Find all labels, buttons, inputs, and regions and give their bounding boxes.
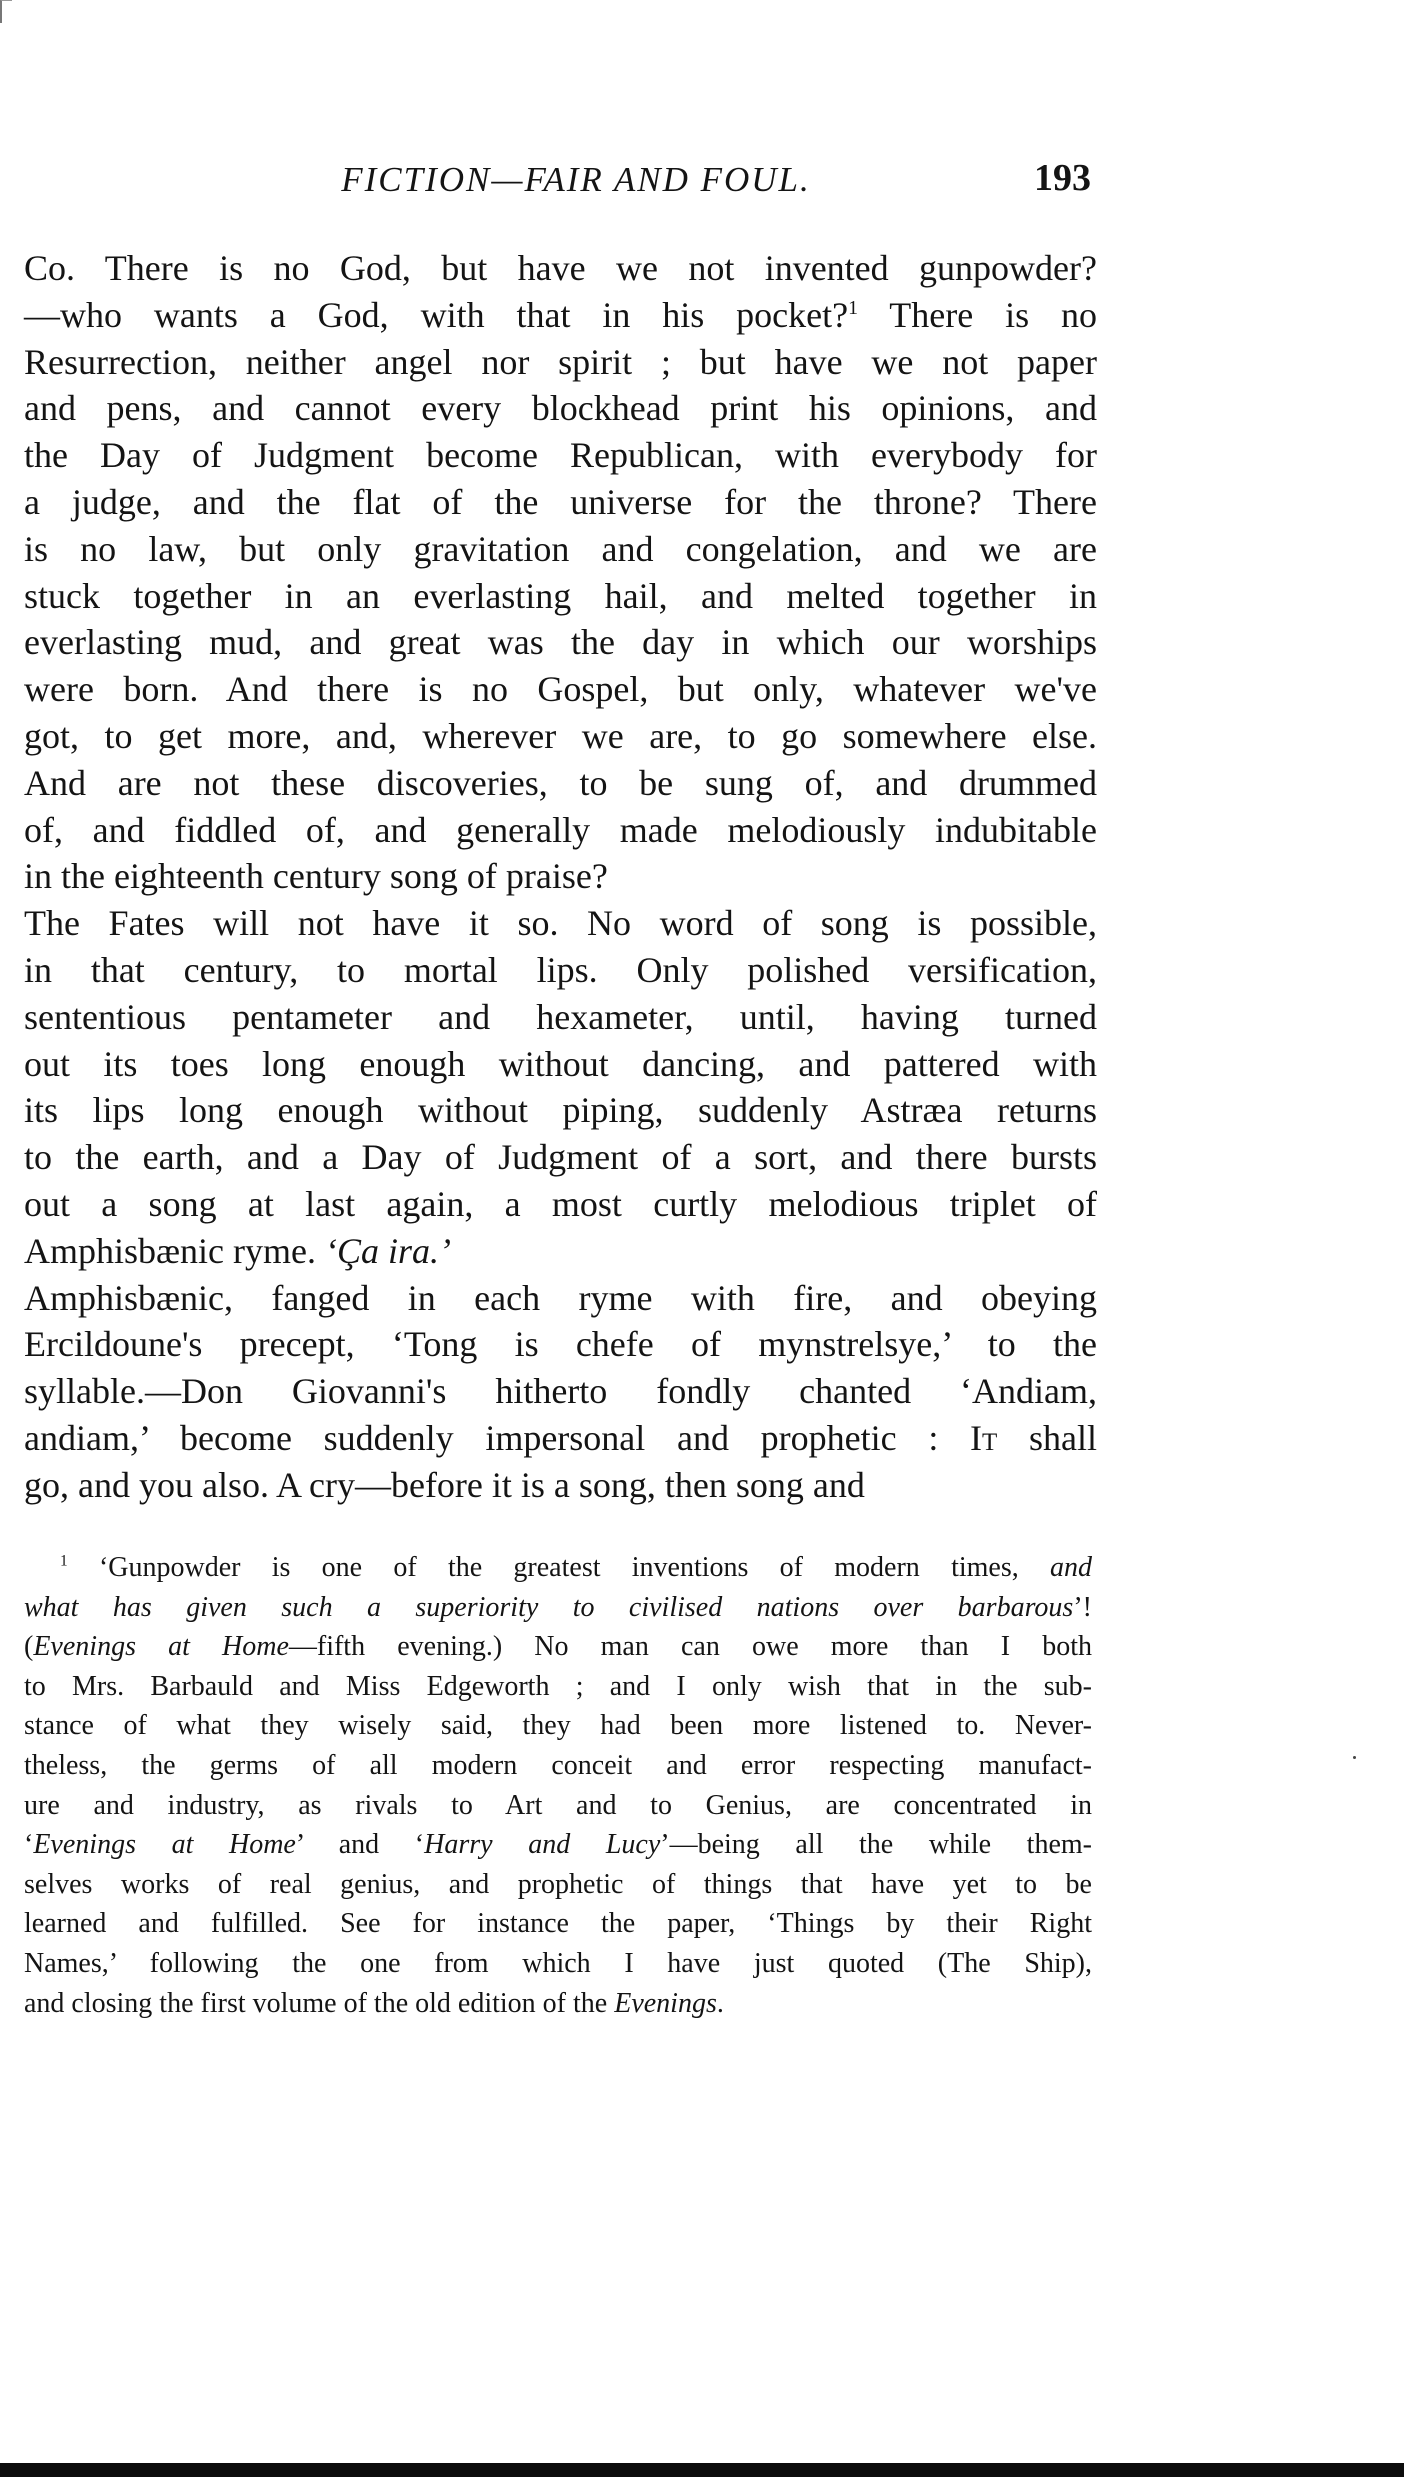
text-segment: syllable.—Don Giovanni's hitherto fondly chanted ‘Andiam, [24, 1371, 1097, 1412]
footnote-marker: 1 [60, 1552, 68, 1570]
text-segment: —fifth evening.) No man can owe more than I both [288, 1631, 1092, 1663]
text-segment: Co. There is no God, but have we not invented gunpowder? [24, 248, 1097, 288]
text-segment: selves works of real genius, and prophetic of things that have yet to be [24, 1868, 1092, 1900]
text-segment: were born. And there is no Gospel, but only, whatever we've [24, 669, 1097, 710]
text-line [24, 666, 1097, 713]
text-segment: out its toes long enough without dancing, and pattered with [24, 1043, 1097, 1084]
text-segment: ‘ [24, 1829, 34, 1861]
text-line [24, 1667, 1092, 1707]
text-line [24, 1415, 1097, 1462]
italic-text: Harry and Lucy [424, 1829, 661, 1861]
scan-bottom-edge [0, 2463, 1404, 2477]
text-line [24, 1706, 1092, 1746]
text-line [24, 1275, 1097, 1322]
text-line [24, 1786, 1092, 1826]
italic-text: ‘Ça ira.’ [324, 1230, 451, 1271]
text-segment: of, and fiddled of, and generally made melodiously indubitable [24, 809, 1097, 850]
text-segment: There is no [858, 294, 1097, 335]
text-line [24, 994, 1097, 1041]
text-segment: Amphisbænic, fanged in each ryme with fire, and obeying [24, 1277, 1097, 1318]
text-line [24, 1462, 1097, 1509]
text-segment: ( [24, 1631, 34, 1663]
text-segment: theless, the germs of all modern conceit and error respecting manufact- [24, 1749, 1092, 1781]
text-segment: —who wants a God, with that in his pocket? [24, 294, 849, 335]
text-line [24, 573, 1097, 620]
text-segment: ure and industry, as rivals to Art and to Genius, are concentrated in [24, 1789, 1092, 1821]
text-line [24, 853, 1097, 900]
running-title: FICTION—FAIR AND FOUL. [341, 160, 811, 199]
text-line [24, 385, 1097, 432]
text-segment: is no law, but only gravitation and congelation, and we are [24, 528, 1097, 569]
text-line [24, 432, 1097, 479]
text-line [24, 807, 1097, 854]
text-segment: sententious pentameter and hexameter, until, having turned [24, 996, 1097, 1037]
text-segment: The Fates will not have it so. No word of song is possible, [24, 903, 1097, 944]
text-line [24, 1904, 1092, 1944]
text-segment: go, and you also. A cry—before it is a song, then song and [24, 1464, 865, 1505]
text-line [24, 1746, 1092, 1786]
text-segment: in that century, to mortal lips. Only polished versification, [24, 949, 1097, 990]
text-segment: Names,’ following the one from which I have just quoted (The Ship), [24, 1947, 1092, 1979]
text-segment: shall [997, 1417, 1097, 1458]
text-line [24, 900, 1097, 947]
text-segment: out a song at last again, a most curtly melodious triplet of [24, 1183, 1097, 1224]
text-segment: andiam,’ become suddenly impersonal and prophetic : [24, 1417, 971, 1458]
text-segment: got, to get more, and, wherever we are, to go somewhere else. [24, 715, 1097, 756]
text-segment: ’ and ‘ [295, 1829, 425, 1861]
text-line [24, 947, 1097, 994]
text-segment: ‘Gunpowder is one of the greatest inventions of modern times, [67, 1552, 1050, 1583]
text-segment: And are not these discoveries, to be sung of, and drummed [24, 762, 1097, 803]
text-segment: Resurrection, neither angel nor spirit ; but have we not paper [24, 341, 1097, 382]
text-line [24, 1825, 1092, 1865]
text-line [24, 760, 1097, 807]
text-segment: . [716, 1987, 724, 2019]
text-line [24, 1181, 1097, 1228]
text-line [24, 1548, 1092, 1588]
text-line [24, 619, 1097, 666]
scan-corner-mark [0, 0, 12, 23]
text-line [24, 479, 1097, 526]
text-line [24, 1984, 1092, 2024]
text-line [24, 1228, 1097, 1275]
text-line [24, 713, 1097, 760]
text-line [24, 1041, 1097, 1088]
text-segment: ’! [1073, 1591, 1092, 1623]
text-line [24, 339, 1097, 386]
text-segment: It [970, 1417, 998, 1458]
text-line [24, 1944, 1092, 1984]
text-segment: in the eighteenth century song of praise? [24, 856, 608, 897]
text-segment: to Mrs. Barbauld and Miss Edgeworth ; and I only wish that in the sub- [24, 1670, 1092, 1702]
text-segment: stance of what they wisely said, they had been more listened to. Never- [24, 1710, 1092, 1742]
body-text [24, 245, 1097, 1509]
text-segment: everlasting mud, and great was the day in which our worships [24, 622, 1097, 663]
text-segment: and closing the first volume of the old edition of the [24, 1987, 615, 2019]
text-segment: to the earth, and a Day of Judgment of a sort, and there bursts [24, 1137, 1097, 1178]
text-segment: the Day of Judgment become Republican, with everybody for [24, 435, 1097, 476]
text-line [24, 292, 1097, 339]
text-line [24, 1368, 1097, 1415]
footnote-marker: 1 [848, 296, 858, 319]
page-number: 193 [1034, 157, 1091, 199]
text-segment: ’—being all the while them- [660, 1829, 1092, 1861]
text-segment: Amphisbænic ryme. [24, 1230, 325, 1271]
text-line [24, 1134, 1097, 1181]
scan-speck [1353, 1756, 1356, 1759]
italic-text: what has given such a superiority to civilised nations over barbarous [24, 1591, 1074, 1623]
text-segment: its lips long enough without piping, suddenly Astræa returns [24, 1090, 1097, 1131]
italic-text: Evenings at Home [33, 1829, 296, 1861]
text-line [24, 1087, 1097, 1134]
italic-text: and [1050, 1552, 1092, 1583]
text-line [24, 245, 1097, 292]
text-segment: stuck together in an everlasting hail, and melted together in [24, 575, 1097, 616]
text-line [24, 1627, 1092, 1667]
text-line [24, 526, 1097, 573]
text-line [24, 1865, 1092, 1905]
footnote [24, 1548, 1092, 2023]
italic-text: Evenings [614, 1987, 717, 2019]
text-segment: learned and fulfilled. See for instance the paper, ‘Things by their Right [24, 1908, 1092, 1940]
text-segment: Ercildoune's precept, ‘Tong is chefe of mynstrelsye,’ to the [24, 1324, 1097, 1365]
text-segment: a judge, and the flat of the universe for the throne? There [24, 481, 1097, 522]
italic-text: Evenings at Home [33, 1631, 289, 1663]
text-line [24, 1321, 1097, 1368]
text-line [24, 1588, 1092, 1628]
text-segment: and pens, and cannot every blockhead print his opinions, and [24, 388, 1097, 429]
